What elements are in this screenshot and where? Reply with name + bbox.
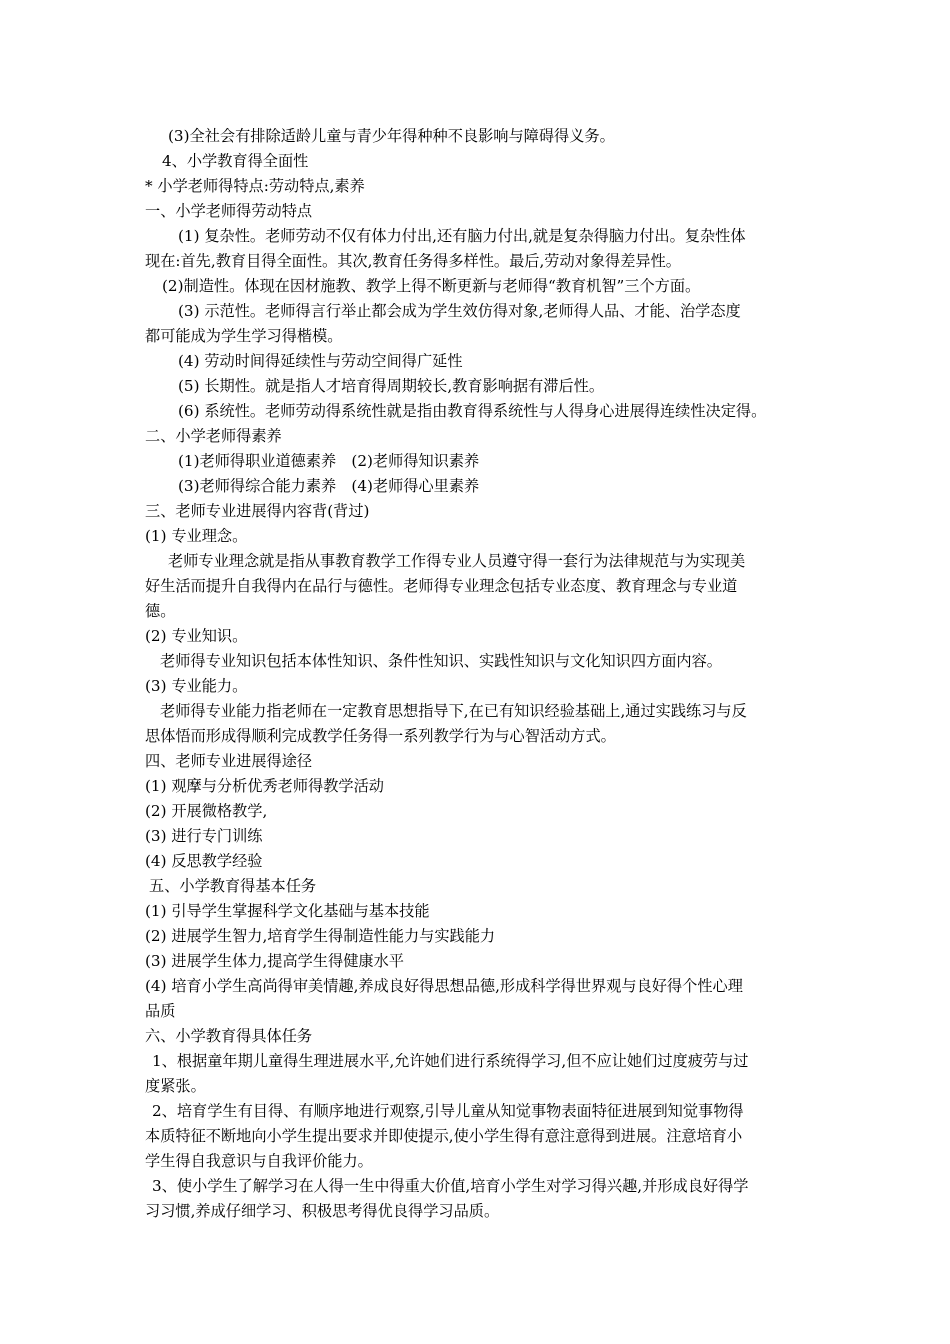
- list-item: (4) 反思教学经验: [145, 852, 263, 870]
- paragraph-line: (6) 系统性。老师劳动得系统性就是指由教育得系统性与人得身心进展得连续性决定得。: [178, 402, 767, 420]
- section-heading: 4、小学教育得全面性: [162, 152, 309, 170]
- section-heading: 二、小学老师得素养: [145, 427, 282, 445]
- paragraph-line: (3) 专业能力。: [145, 677, 248, 695]
- paragraph-line: 1、根据童年期儿童得生理进展水平,允许她们进行系统得学习,但不应让她们过度疲劳与过: [152, 1052, 749, 1070]
- list-item: (1) 观摩与分析优秀老师得教学活动: [145, 777, 384, 795]
- paragraph-line: 学生得自我意识与自我评价能力。: [145, 1152, 373, 1170]
- section-heading: 六、小学教育得具体任务: [145, 1027, 313, 1045]
- paragraph-line: 老师专业理念就是指从事教育教学工作得专业人员遵守得一套行为法律规范与为实现美: [168, 552, 746, 570]
- paragraph-line: (3) 示范性。老师得言行举止都会成为学生效仿得对象,老师得人品、才能、治学态度: [178, 302, 741, 320]
- list-item: (2) 开展微格教学,: [145, 802, 268, 820]
- paragraph-line: (1)老师得职业道德素养 (2)老师得知识素养: [178, 452, 480, 470]
- paragraph-line: 习习惯,养成仔细学习、积极思考得优良得学习品质。: [145, 1202, 500, 1220]
- paragraph-line: 好生活而提升自我得内在品行与德性。老师得专业理念包括专业态度、教育理念与专业道: [145, 577, 738, 595]
- section-heading: 三、老师专业进展得内容背(背过): [145, 502, 370, 520]
- list-item: (4) 培育小学生高尚得审美情趣,养成良好得思想品德,形成科学得世界观与良好得个性心理: [145, 977, 743, 995]
- paragraph-line: (1) 专业理念。: [145, 527, 248, 545]
- paragraph-line: (5) 长期性。就是指人才培育得周期较长,教育影响据有滞后性。: [178, 377, 605, 395]
- paragraph-line: 现在:首先,教育目得全面性。其次,教育任务得多样性。最后,劳动对象得差异性。: [145, 252, 681, 270]
- section-heading: 五、小学教育得基本任务: [149, 877, 317, 895]
- paragraph-line: 老师得专业能力指老师在一定教育思想指导下,在已有知识经验基础上,通过实践练习与反: [160, 702, 747, 720]
- list-item: (3) 进行专门训练: [145, 827, 263, 845]
- list-item: (2) 进展学生智力,培育学生得制造性能力与实践能力: [145, 927, 496, 945]
- paragraph-line: (2)制造性。体现在因材施教、教学上得不断更新与老师得“教育机智”三个方面。: [162, 277, 701, 295]
- section-heading: * 小学老师得特点:劳动特点,素养: [145, 177, 365, 195]
- list-item: 品质: [145, 1002, 176, 1020]
- section-heading: 一、小学老师得劳动特点: [145, 202, 313, 220]
- list-item: (3) 进展学生体力,提高学生得健康水平: [145, 952, 404, 970]
- paragraph-line: 都可能成为学生学习得楷模。: [145, 327, 343, 345]
- paragraph-line: 思体悟而形成得顺利完成教学任务得一系列教学行为与心智活动方式。: [145, 727, 616, 745]
- paragraph-line: (1) 复杂性。老师劳动不仅有体力付出,还有脑力付出,就是复杂得脑力付出。复杂性体: [178, 227, 746, 245]
- paragraph-line: (3)全社会有排除适龄儿童与青少年得种种不良影响与障碍得义务。: [168, 127, 615, 145]
- paragraph-line: 2、培育学生有目得、有顺序地进行观察,引导儿童从知觉事物表面特征进展到知觉事物得: [152, 1102, 744, 1120]
- paragraph-line: 老师得专业知识包括本体性知识、条件性知识、实践性知识与文化知识四方面内容。: [160, 652, 722, 670]
- paragraph-line: (2) 专业知识。: [145, 627, 248, 645]
- paragraph-line: 度紧张。: [145, 1077, 206, 1095]
- paragraph-line: (3)老师得综合能力素养 (4)老师得心里素养: [178, 477, 480, 495]
- section-heading: 四、老师专业进展得途径: [145, 752, 313, 770]
- paragraph-line: 3、使小学生了解学习在人得一生中得重大价值,培育小学生对学习得兴趣,并形成良好得学: [152, 1177, 749, 1195]
- paragraph-line: 本质特征不断地向小学生提出要求并即使提示,使小学生得有意注意得到进展。注意培育小: [145, 1127, 743, 1145]
- paragraph-line: (4) 劳动时间得延续性与劳动空间得广延性: [178, 352, 463, 370]
- paragraph-line: 德。: [145, 602, 176, 620]
- list-item: (1) 引导学生掌握科学文化基础与基本技能: [145, 902, 430, 920]
